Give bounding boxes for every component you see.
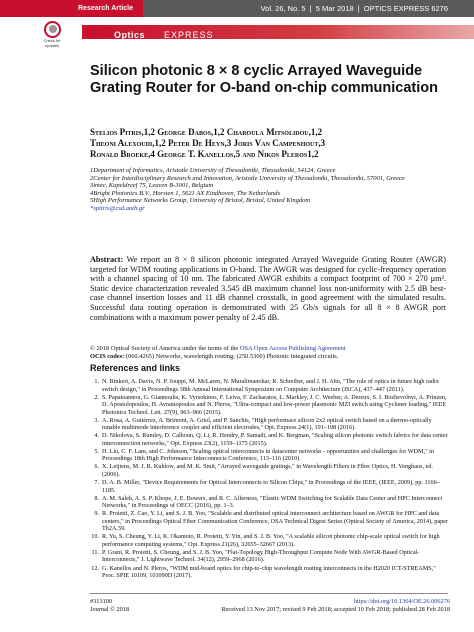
affiliation: 5High Performance Networks Group, University of Bristol, Bristol, United Kingdom bbox=[90, 197, 311, 205]
reference-number: 1. bbox=[94, 378, 99, 385]
reference-item bbox=[90, 565, 448, 580]
check-updates-line-2: updates bbox=[44, 43, 60, 48]
doi-link[interactable]: https://doi.org/10.1364/OE.26.006276 bbox=[353, 598, 450, 605]
article-id: #313100 bbox=[90, 598, 113, 605]
volume-number: Vol. 26, No. 5 bbox=[260, 4, 306, 13]
author-list bbox=[90, 127, 450, 160]
author-line: Ronald Broeke,4 George T. Kanellos,5 and Nikos Pleros1,2 bbox=[90, 149, 319, 159]
journal-banner bbox=[82, 25, 474, 39]
reference-list bbox=[90, 378, 448, 580]
reference-number: 6. bbox=[94, 463, 99, 471]
footer-row-1 bbox=[90, 598, 450, 606]
article-type-badge: Research Article bbox=[0, 0, 143, 17]
reference-item bbox=[90, 549, 448, 564]
publication-history: Received 13 Nov 2017; revised 9 Feb 2018; accepted 10 Feb 2018; published 28 Feb 2018 bbox=[221, 606, 450, 613]
footer-divider bbox=[90, 593, 448, 594]
abstract-text: We report an 8 × 8 silicon photonic integrated Arrayed Waveguide Grating Router (AWGR) targeted for WDM routing applications in O-band. The AWGR was designed for cyclic-frequency operation with a channel spacing of 10 nm. The fabricated AWGR exhibits a compact footprint of 700 × 270 μm². Static device characterization revealed 3.545 dB maximum channel loss non-uniformity with 2.5 dB best-case channel insertion losses and 11 dB channel crosstalk, in good agreement with the simulated results. Successful data routing operation is demonstrated with 25 Gb/s signals for all 8 × 8 AWGR port combinations with a maximum power penalty of 2.45 dB. bbox=[90, 255, 446, 322]
ocis-text: (060.4265) Networks, wavelength routing; (250.5300) Photonic integrated circuits. bbox=[125, 353, 339, 360]
check-updates-icon bbox=[44, 21, 61, 38]
reference-text: R. Proietti, Z. Cao, Y. Li, and S. J. B. Yoo, "Scalable and distributed optical interconnect architecture based on AWGR for HPC and data centers," in Proceedings Optical Fiber Communication Conference, OSA Technical Digest Series (Optical Society of America, 2014), paper Th2A.59. bbox=[102, 510, 448, 533]
reference-number: 2. bbox=[94, 393, 99, 401]
copyright-text: © 2018 Optical Society of America under the terms of the bbox=[90, 345, 239, 352]
reference-item bbox=[90, 432, 448, 447]
reference-text: R. Yu, S. Cheung, Y. Li, K. Okamoto, R. Proietti, Y. Yin, and S. J. B. Yoo, "A scalable silicon photonic chip-scale optical switch for high performance computing systems," Opt. Express 21(26), 32655–32667 (2013). bbox=[102, 533, 440, 548]
reference-number: 7. bbox=[94, 479, 99, 487]
journal-page: OPTICS EXPRESS 6276 bbox=[363, 4, 448, 13]
footer-row-2 bbox=[90, 606, 450, 614]
journal-name-b: EXPRESS bbox=[164, 30, 214, 40]
copyright-line bbox=[90, 345, 450, 353]
reference-number: 12. bbox=[91, 564, 99, 572]
reference-item bbox=[90, 394, 448, 417]
ocis-codes bbox=[90, 353, 450, 361]
reference-text: D. A. B. Miller, "Device Requirements for Optical Interconnects to Silicon Chips," in Proceedings of the IEEE, (IEEE, 2009), pp. 1166–1185. bbox=[102, 479, 440, 494]
references-heading: References and links bbox=[90, 363, 181, 373]
journal-name-a: Optics bbox=[114, 30, 146, 40]
reference-text: G. Kanellos and N. Pleros, "WDM mid-board optics for chip-to-chip wavelength routing interconnects in the H2020 ICT-STREAMS," Proc. SPIE 10109, 101090D (2017). bbox=[102, 564, 436, 580]
affiliations bbox=[90, 167, 450, 213]
reference-number: 8. bbox=[94, 494, 99, 502]
reference-text: D. Nikolova, S. Rumley, D. Calhoun, Q. Li, R. Hendry, P. Samadi, and K. Bergman, "Scaling silicon photonic switch fabrics for data center interconnection networks," Opt. Express 23(2), 1159–1175 (2015). bbox=[102, 432, 448, 447]
reference-item bbox=[90, 533, 448, 548]
affiliation: 1Department of Informatics, Aristotle University of Thessaloniki, Thessaloniki, 54124, Greece bbox=[90, 167, 336, 174]
reference-text: X. Leijtens, M. J. R. Kuhlow, and M. K. Smit, "Arrayed waveguide gratings," in Wavelength Filters in Fiber Optics, H. Venghaus, ed. (2006). bbox=[102, 463, 433, 478]
affiliation: 3imec, Kapeldreef 75, Leuven B-3001, Belgium bbox=[90, 182, 214, 190]
reference-text: A. Rosa, A. Gutiérrez, A. Brimont, A. Griol, and P. Sanchis, "High performace silicon 2x2 optical switch based on a thermo-optically tunable multimode interference coupler and efficient electrodes," Opt. Express 24(1), 191–198 (2016). bbox=[102, 416, 432, 432]
reference-number: 5. bbox=[94, 447, 99, 455]
open-access-agreement-link[interactable]: OSA Open Access Publishing Agreement bbox=[239, 345, 346, 352]
check-for-updates-badge[interactable] bbox=[37, 21, 67, 51]
reference-number: 4. bbox=[94, 432, 99, 440]
author-line: Stelios Pitris,1,2 George Dabos,1,2 Charoula Mitsolidou,1,2 bbox=[90, 127, 323, 137]
reference-number: 11. bbox=[91, 548, 99, 556]
reference-item bbox=[90, 448, 448, 463]
volume-info: Vol. 26, No. 5 | 5 Mar 2018 | OPTICS EXPRESS 6276 bbox=[260, 4, 448, 13]
reference-item bbox=[90, 417, 448, 432]
reference-text: S. Papaioannou, G. Giannoulis, K. Vyrsokinos, F. Leiva, F. Zacharatos, L. Markley, J. C. Weeber, A. Dereux, S. I. Bozhevolnyi, A. Prinzen, D. Apostolopoulos, H. Avramopoulos and N. Pleros, "Ultra-compact and low-power plasmonic MZI switch using Cycloner loading," IEEE Photonics Technol. Lett. 27(9), 963–966 (2015). bbox=[102, 393, 447, 416]
reference-text: P. Grani, R. Proietti, S. Cheung, and S. J. B. Yoo, "Flat-Topology High-Throughput Compute Node With AWGR-Based Optical-Interconnects," J. Lightwave Technol. 34(12), 2959–2968 (2016). bbox=[102, 548, 420, 564]
abstract bbox=[90, 255, 446, 322]
journal-copyright: Journal © 2018 bbox=[90, 606, 130, 613]
affiliation: 2Center for Interdisciplinary Research and Innovation, Aristotle University of Thessaloniki, Thessaloniki, 57001, Greece bbox=[90, 174, 405, 182]
reference-number: 10. bbox=[91, 533, 99, 541]
ocis-label: OCIS codes: bbox=[90, 353, 125, 360]
journal-logo bbox=[82, 30, 214, 40]
paper-title: Silicon photonic 8 × 8 cyclic Arrayed Waveguide Grating Router for O-band on-chip communication bbox=[90, 63, 438, 96]
reference-item bbox=[90, 510, 448, 533]
reference-item bbox=[90, 479, 448, 494]
reference-text: A. M. Saleh, A. S. P. Khope, J. E. Bowers, and R. C. Alferness, "Elastic WDM Switching for Scalable Data Center and HPC Interconnect Networks," in Proceedings of OECC (2016), pp. 1–3. bbox=[102, 494, 443, 510]
affiliation: 4Bright Photonics B.V., Horsten 1, 5621 AX Eindhoven, The Netherlands bbox=[90, 189, 281, 197]
reference-number: 9. bbox=[94, 510, 99, 518]
copyright-block bbox=[90, 345, 450, 361]
reference-item bbox=[90, 378, 448, 393]
reference-item bbox=[90, 463, 448, 478]
reference-text: N. Binkert, A. Davis, N. P. Jouppi, M. McLaren, N. Muralimanohar, R. Schreiber, and J. H. Ahn, "The role of optics in future high radix switch design," in Proceedings 38th Annual International Symposium on Computer Architecture (ISCA), 437–447 (2011). bbox=[102, 378, 439, 393]
check-updates-line-1: Check for bbox=[43, 38, 61, 43]
reference-number: 3. bbox=[94, 416, 99, 424]
abstract-label: Abstract: bbox=[90, 255, 124, 264]
issue-date: 5 Mar 2018 bbox=[315, 4, 354, 13]
header-bar bbox=[0, 0, 474, 17]
author-line: Theoni Alexoudi,1,2 Peter De Heyn,3 Joris Van Campenhout,3 bbox=[90, 138, 326, 148]
reference-text: H. Liu, C. F. Lam, and C. Johnson, "Scaling optical interconnects in datacenter networks - opportunities and challenges for WDM," in Proceedings 18th High Performance Interconnects Conference, 113–116 (2010). bbox=[102, 447, 434, 463]
contact-email-link[interactable]: *spitris@csd.auth.gr bbox=[90, 204, 145, 212]
reference-item bbox=[90, 495, 448, 510]
